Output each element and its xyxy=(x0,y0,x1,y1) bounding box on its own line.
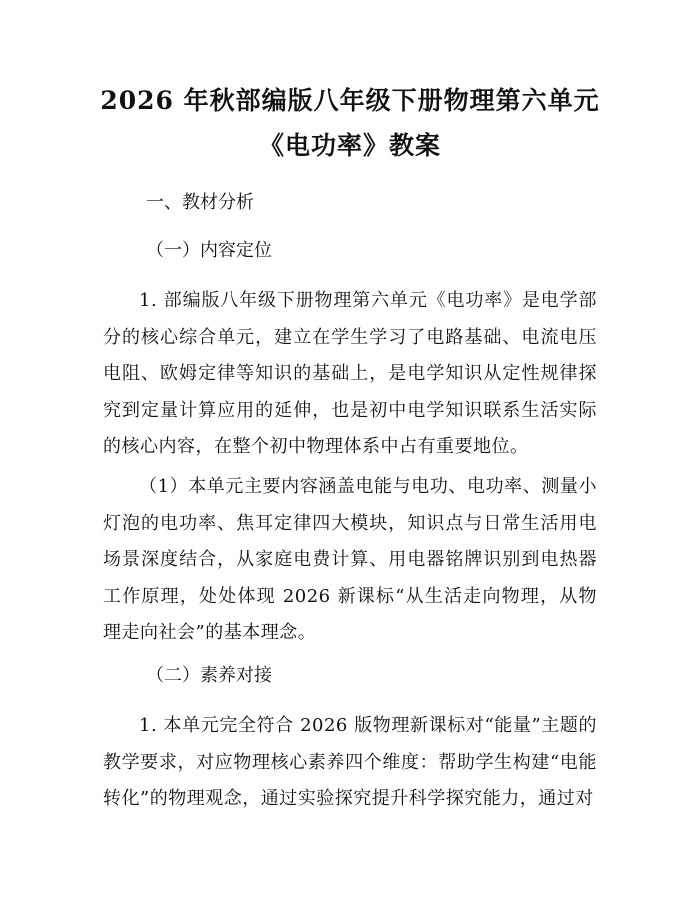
subsection-heading-content-position: （一）内容定位 xyxy=(146,240,272,261)
section-heading-textbook-analysis: 一、教材分析 xyxy=(146,192,254,213)
document-title-line-1: 2026 年秋部编版八年级下册物理第六单元 xyxy=(100,86,600,115)
paragraph-unit-content: （1）本单元主要内容涵盖电能与电功、电功率、测量小灯泡的电功率、焦耳定律四大模块，知识点与日常生活用电场景深度结合，从家庭电费计算、用电器铭牌识别到电热器工作原理，处处体现 2026 新课标“从生活走向物理，从物理走向社会”的基本理念。 xyxy=(103,476,597,643)
subsection-heading-literacy: （二）素养对接 xyxy=(146,665,272,686)
paragraph-content-position: 1. 部编版八年级下册物理第六单元《电功率》是电学部分的核心综合单元，建立在学生学习了电路基础、电流电压电阻、欧姆定律等知识的基础上，是电学知识从定性规律探究到定量计算应用的延伸，也是初中电学知识联系生活实际的核心内容，在整个初中物理体系中占有重要地位。 xyxy=(103,290,597,457)
paragraph-literacy: 1. 本单元完全符合 2026 版物理新课标对“能量”主题的教学要求，对应物理核心素养四个维度：帮助学生构建“电能转化”的物理观念，通过实验探究提升科学探究能力，通过对 xyxy=(103,715,597,809)
document-title-line-2: 《电功率》教案 xyxy=(258,131,441,160)
